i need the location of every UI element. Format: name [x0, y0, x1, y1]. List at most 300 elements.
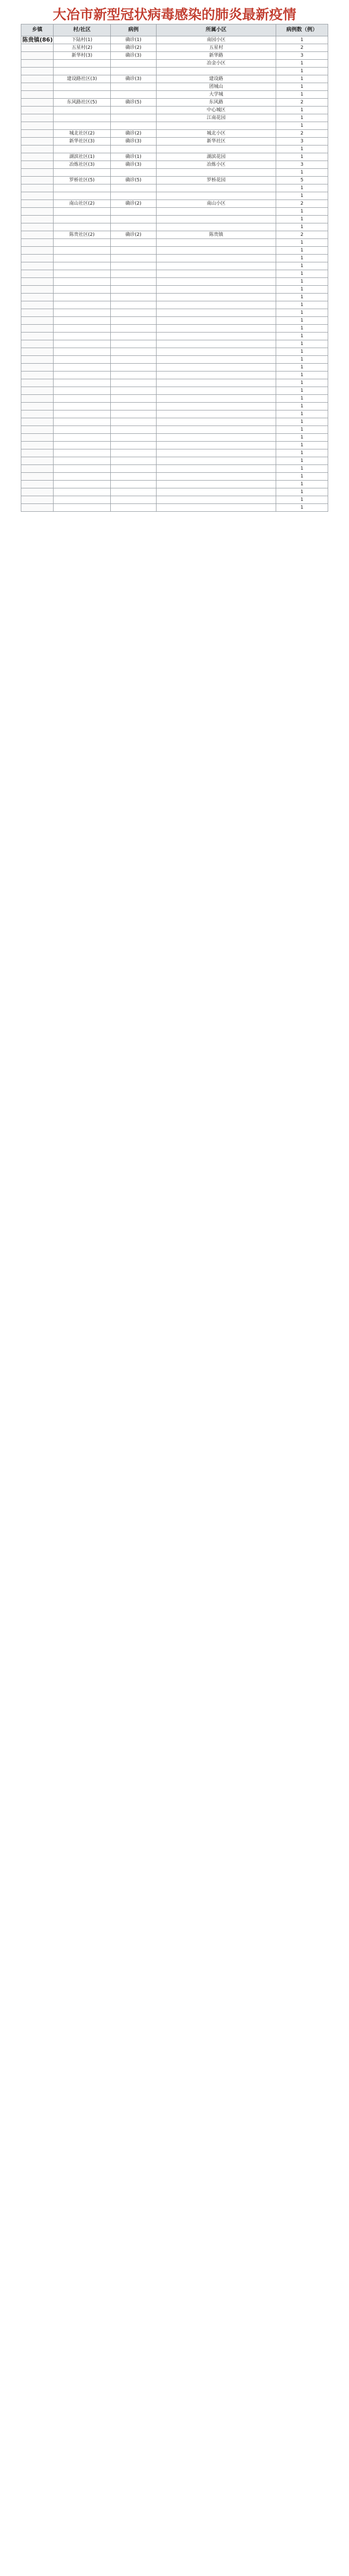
cell-count: 1 — [276, 208, 328, 216]
table-row — [21, 434, 328, 442]
table-row — [21, 91, 328, 99]
cell-town — [21, 473, 54, 481]
cell-community — [157, 449, 276, 457]
cell-town — [21, 426, 54, 434]
cell-village — [54, 223, 111, 231]
cell-town — [21, 340, 54, 348]
cell-town — [21, 410, 54, 418]
cell-count: 1 — [276, 333, 328, 340]
cell-case — [111, 278, 157, 286]
cell-case — [111, 301, 157, 309]
cell-case — [111, 192, 157, 200]
cell-village — [54, 91, 111, 99]
cell-case — [111, 294, 157, 301]
cell-town — [21, 457, 54, 465]
cell-community — [157, 192, 276, 200]
cell-village — [54, 325, 111, 333]
cell-count: 1 — [276, 410, 328, 418]
cell-case — [111, 403, 157, 410]
cell-community — [157, 68, 276, 75]
cell-case — [111, 488, 157, 496]
cell-count: 2 — [276, 130, 328, 138]
table-row — [21, 83, 328, 91]
cell-count: 2 — [276, 200, 328, 208]
cell-village — [54, 239, 111, 247]
table-row — [21, 44, 328, 52]
cell-town — [21, 44, 54, 52]
table-row — [21, 153, 328, 161]
cell-town — [21, 177, 54, 184]
cell-village — [54, 434, 111, 442]
cell-town — [21, 75, 54, 83]
table-row — [21, 107, 328, 114]
cell-case: 确诊(1) — [111, 153, 157, 161]
cell-count: 1 — [276, 270, 328, 278]
cell-count: 1 — [276, 75, 328, 83]
cell-case: 确诊(2) — [111, 130, 157, 138]
cell-village — [54, 418, 111, 426]
table-row — [21, 356, 328, 364]
cell-count: 1 — [276, 294, 328, 301]
cell-town — [21, 91, 54, 99]
cell-case — [111, 239, 157, 247]
cell-village — [54, 395, 111, 403]
cell-village — [54, 340, 111, 348]
cell-case — [111, 255, 157, 262]
cell-case — [111, 216, 157, 223]
cell-case — [111, 410, 157, 418]
cell-town — [21, 395, 54, 403]
cell-count: 1 — [276, 395, 328, 403]
cell-count: 1 — [276, 449, 328, 457]
cell-case — [111, 449, 157, 457]
cell-community — [157, 255, 276, 262]
cell-case — [111, 262, 157, 270]
cell-count: 1 — [276, 473, 328, 481]
cell-count: 2 — [276, 99, 328, 107]
cell-town — [21, 223, 54, 231]
cell-community: 城北小区 — [157, 130, 276, 138]
cell-town — [21, 387, 54, 395]
table-row — [21, 403, 328, 410]
table-row — [21, 317, 328, 325]
cell-town — [21, 364, 54, 371]
table-row — [21, 371, 328, 379]
cell-town — [21, 107, 54, 114]
cell-count: 2 — [276, 44, 328, 52]
cell-village: 东风路社区(5) — [54, 99, 111, 107]
cell-community — [157, 434, 276, 442]
cell-town: 陈贵镇(86) — [21, 36, 54, 44]
cell-village — [54, 278, 111, 286]
cell-case — [111, 442, 157, 449]
table-row — [21, 200, 328, 208]
cell-community — [157, 364, 276, 371]
cell-case: 确诊(3) — [111, 52, 157, 60]
cell-town — [21, 325, 54, 333]
cell-town — [21, 481, 54, 488]
cell-town — [21, 294, 54, 301]
cell-town — [21, 371, 54, 379]
cell-village — [54, 247, 111, 255]
cell-village: 五星村(2) — [54, 44, 111, 52]
table-row — [21, 481, 328, 488]
table-row — [21, 379, 328, 387]
table-row — [21, 169, 328, 177]
cell-village: 建设路社区(3) — [54, 75, 111, 83]
table-row — [21, 457, 328, 465]
cell-village — [54, 114, 111, 122]
cell-case: 确诊(3) — [111, 138, 157, 145]
table-row — [21, 255, 328, 262]
cell-case — [111, 418, 157, 426]
cell-case — [111, 379, 157, 387]
cell-village — [54, 286, 111, 294]
cell-case — [111, 122, 157, 130]
cell-community — [157, 333, 276, 340]
table-row — [21, 410, 328, 418]
cell-village: 新华村(3) — [54, 52, 111, 60]
cell-community — [157, 184, 276, 192]
cell-town — [21, 68, 54, 75]
table-row — [21, 68, 328, 75]
cell-community — [157, 379, 276, 387]
table-row — [21, 262, 328, 270]
table-row — [21, 138, 328, 145]
cell-town — [21, 114, 54, 122]
table-row — [21, 395, 328, 403]
table-row — [21, 145, 328, 153]
cell-case — [111, 371, 157, 379]
cell-town — [21, 255, 54, 262]
cell-community — [157, 286, 276, 294]
cell-case — [111, 223, 157, 231]
cases-table — [21, 24, 328, 512]
cell-town — [21, 418, 54, 426]
cell-count: 1 — [276, 192, 328, 200]
cell-town — [21, 138, 54, 145]
cell-community — [157, 426, 276, 434]
cell-count: 1 — [276, 504, 328, 512]
cell-town — [21, 231, 54, 239]
table-row — [21, 208, 328, 216]
cell-count: 1 — [276, 379, 328, 387]
table-row — [21, 426, 328, 434]
table-row — [21, 418, 328, 426]
cell-community: 大学城 — [157, 91, 276, 99]
cell-case — [111, 286, 157, 294]
cell-village — [54, 356, 111, 364]
header-case: 病例 — [111, 24, 157, 36]
table-row — [21, 52, 328, 60]
cell-community — [157, 270, 276, 278]
cell-community — [157, 356, 276, 364]
cell-case — [111, 426, 157, 434]
cell-community — [157, 278, 276, 286]
cell-village — [54, 348, 111, 356]
cell-village — [54, 83, 111, 91]
table-row — [21, 325, 328, 333]
cell-community: 罗桥花园 — [157, 177, 276, 184]
table-row — [21, 75, 328, 83]
cell-count: 1 — [276, 169, 328, 177]
cell-town — [21, 169, 54, 177]
table-row — [21, 239, 328, 247]
cell-village — [54, 208, 111, 216]
cell-town — [21, 348, 54, 356]
cell-town — [21, 504, 54, 512]
cell-community — [157, 294, 276, 301]
cell-case — [111, 387, 157, 395]
cell-case: 确诊(1) — [111, 36, 157, 44]
cell-town — [21, 442, 54, 449]
cell-community: 中心城区 — [157, 107, 276, 114]
cell-village — [54, 317, 111, 325]
cell-case — [111, 309, 157, 317]
cell-case: 确诊(3) — [111, 75, 157, 83]
cell-count: 5 — [276, 177, 328, 184]
cell-case — [111, 91, 157, 99]
cell-village — [54, 184, 111, 192]
cell-village — [54, 255, 111, 262]
cell-town — [21, 465, 54, 473]
cell-community — [157, 488, 276, 496]
cell-village — [54, 488, 111, 496]
cell-community — [157, 239, 276, 247]
cell-village — [54, 68, 111, 75]
cell-count: 1 — [276, 114, 328, 122]
table-row — [21, 247, 328, 255]
cell-case — [111, 325, 157, 333]
table-row — [21, 348, 328, 356]
cell-town — [21, 208, 54, 216]
cell-count: 1 — [276, 348, 328, 356]
table-row — [21, 449, 328, 457]
cell-count: 1 — [276, 364, 328, 371]
cell-community — [157, 340, 276, 348]
cell-village — [54, 426, 111, 434]
cell-community — [157, 457, 276, 465]
cell-town — [21, 130, 54, 138]
cell-town — [21, 278, 54, 286]
cell-count: 1 — [276, 68, 328, 75]
cell-community: 陈贵镇 — [157, 231, 276, 239]
cell-town — [21, 239, 54, 247]
cell-community — [157, 122, 276, 130]
cell-town — [21, 184, 54, 192]
table-row — [21, 130, 328, 138]
cell-community: 南山小区 — [157, 200, 276, 208]
cell-community — [157, 496, 276, 504]
cell-case — [111, 434, 157, 442]
table-row — [21, 387, 328, 395]
table-row — [21, 364, 328, 371]
cell-count: 1 — [276, 262, 328, 270]
cell-town — [21, 403, 54, 410]
cell-community: 新华路 — [157, 52, 276, 60]
cell-case — [111, 364, 157, 371]
page-title: 大冶市新型冠状病毒感染的肺炎最新疫情 — [53, 7, 296, 23]
cell-count: 2 — [276, 231, 328, 239]
cell-community: 江南花园 — [157, 114, 276, 122]
cell-town — [21, 270, 54, 278]
table-row — [21, 60, 328, 68]
cell-town — [21, 52, 54, 60]
cell-case — [111, 333, 157, 340]
cell-village — [54, 481, 111, 488]
cell-community: 建设路 — [157, 75, 276, 83]
cell-community — [157, 465, 276, 473]
cell-count: 1 — [276, 36, 328, 44]
header-town: 乡镇 — [21, 24, 54, 36]
cell-town — [21, 161, 54, 169]
cell-village — [54, 410, 111, 418]
cell-case: 确诊(2) — [111, 231, 157, 239]
cell-count: 1 — [276, 223, 328, 231]
cell-case: 确诊(3) — [111, 161, 157, 169]
cell-count: 3 — [276, 52, 328, 60]
cell-village — [54, 364, 111, 371]
cell-case — [111, 107, 157, 114]
header-community: 所属小区 — [157, 24, 276, 36]
cell-count: 1 — [276, 340, 328, 348]
cell-count: 1 — [276, 301, 328, 309]
cell-case — [111, 208, 157, 216]
cases-table-container — [21, 24, 328, 512]
cell-case — [111, 457, 157, 465]
cell-village — [54, 309, 111, 317]
cell-village — [54, 60, 111, 68]
cell-case — [111, 504, 157, 512]
cell-village — [54, 145, 111, 153]
table-header-row — [21, 24, 328, 36]
cell-case — [111, 395, 157, 403]
cell-town — [21, 449, 54, 457]
cell-town — [21, 379, 54, 387]
cell-community — [157, 317, 276, 325]
cell-town — [21, 301, 54, 309]
cell-village — [54, 465, 111, 473]
cell-count: 1 — [276, 91, 328, 99]
table-row — [21, 294, 328, 301]
cell-community — [157, 410, 276, 418]
table-row — [21, 223, 328, 231]
cell-community: 团城山 — [157, 83, 276, 91]
cell-town — [21, 496, 54, 504]
cell-village: 罗桥社区(5) — [54, 177, 111, 184]
table-row — [21, 177, 328, 184]
cell-community — [157, 325, 276, 333]
cell-town — [21, 247, 54, 255]
cell-village — [54, 122, 111, 130]
cell-count: 1 — [276, 465, 328, 473]
cell-town — [21, 286, 54, 294]
cell-community — [157, 309, 276, 317]
cell-count: 1 — [276, 286, 328, 294]
cell-village — [54, 216, 111, 223]
table-row — [21, 301, 328, 309]
cell-case: 确诊(2) — [111, 44, 157, 52]
cell-town — [21, 153, 54, 161]
cell-community: 冶炼小区 — [157, 161, 276, 169]
cell-village — [54, 504, 111, 512]
table-row — [21, 442, 328, 449]
cell-community — [157, 481, 276, 488]
cell-village — [54, 107, 111, 114]
cell-case — [111, 496, 157, 504]
cell-count: 1 — [276, 309, 328, 317]
cell-village: 陈贵社区(2) — [54, 231, 111, 239]
cell-case — [111, 145, 157, 153]
cell-village: 城北社区(2) — [54, 130, 111, 138]
cell-town — [21, 192, 54, 200]
cell-count: 1 — [276, 371, 328, 379]
cell-town — [21, 122, 54, 130]
table-row — [21, 488, 328, 496]
cell-count: 1 — [276, 442, 328, 449]
cell-case — [111, 473, 157, 481]
table-row — [21, 286, 328, 294]
cell-community — [157, 169, 276, 177]
cell-case — [111, 60, 157, 68]
table-row — [21, 473, 328, 481]
cell-village — [54, 192, 111, 200]
cell-village — [54, 496, 111, 504]
cell-count: 1 — [276, 387, 328, 395]
cell-community — [157, 387, 276, 395]
cell-community: 湖滨花园 — [157, 153, 276, 161]
cell-village: 冶炼社区(3) — [54, 161, 111, 169]
cell-village — [54, 262, 111, 270]
table-row — [21, 36, 328, 44]
table-row — [21, 496, 328, 504]
cell-case — [111, 481, 157, 488]
cell-town — [21, 145, 54, 153]
cell-village — [54, 294, 111, 301]
cell-community — [157, 403, 276, 410]
cell-town — [21, 60, 54, 68]
cell-count: 1 — [276, 496, 328, 504]
cell-count: 1 — [276, 184, 328, 192]
cell-count: 1 — [276, 60, 328, 68]
cell-count: 1 — [276, 403, 328, 410]
cell-village: 南山社区(2) — [54, 200, 111, 208]
cell-town — [21, 333, 54, 340]
cell-village — [54, 457, 111, 465]
cell-village: 下陆村(1) — [54, 36, 111, 44]
cell-count: 1 — [276, 107, 328, 114]
cell-village — [54, 473, 111, 481]
cell-count: 1 — [276, 426, 328, 434]
cell-village — [54, 449, 111, 457]
cell-count: 1 — [276, 317, 328, 325]
cell-community — [157, 504, 276, 512]
cell-case — [111, 270, 157, 278]
cell-case — [111, 465, 157, 473]
cell-village — [54, 333, 111, 340]
cell-town — [21, 83, 54, 91]
cell-community — [157, 223, 276, 231]
cell-case — [111, 348, 157, 356]
cell-case: 确诊(5) — [111, 99, 157, 107]
table-row — [21, 192, 328, 200]
header-count: 病例数（例） — [276, 24, 328, 36]
cell-town — [21, 317, 54, 325]
cell-case — [111, 317, 157, 325]
cell-count: 1 — [276, 356, 328, 364]
cell-count: 1 — [276, 481, 328, 488]
cell-village — [54, 403, 111, 410]
